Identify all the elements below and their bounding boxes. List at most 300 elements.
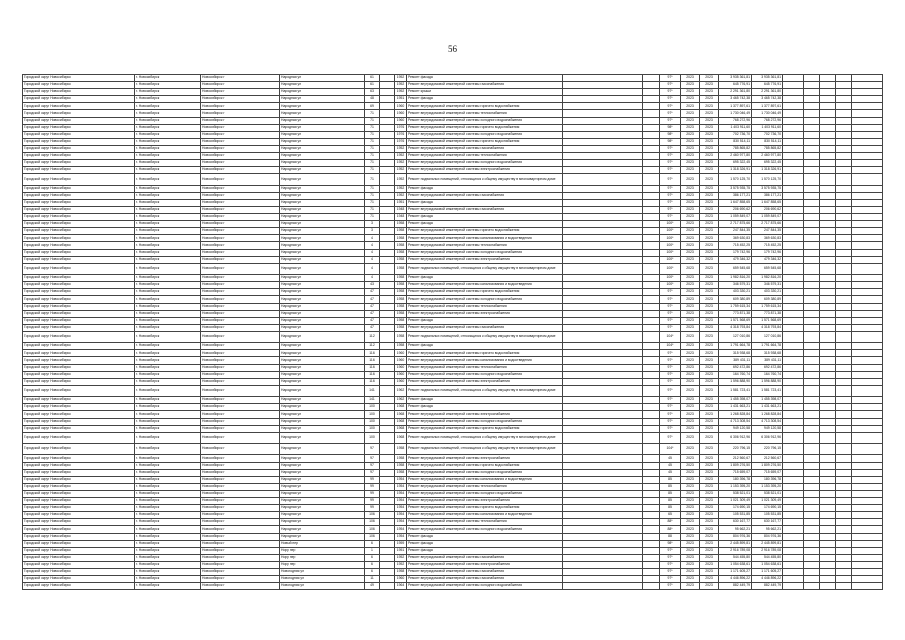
cell-house: 99 <box>365 476 380 483</box>
cell-cost-d <box>836 462 852 469</box>
cell-cost-c <box>820 263 836 274</box>
cell-cost-b <box>804 317 820 324</box>
cell-unit <box>643 153 660 160</box>
cell-cost-fund: 1 982 816,20 <box>752 275 783 282</box>
cell-locality: Новосибирск г <box>201 512 280 519</box>
cell-cost-a <box>783 96 804 103</box>
table-row <box>23 96 883 103</box>
cell-work-type: Ремонт подвальных помещений, относящихся к общему имуществу в многоквартирном доме <box>407 331 563 342</box>
cell-cost-b <box>804 214 820 221</box>
cell-municipality: Городской округ Новосибирск <box>23 153 135 160</box>
cell-cost-e <box>852 554 883 561</box>
cell-cost-total: 609 380,89 <box>719 296 752 303</box>
cell-note <box>563 96 643 103</box>
cell-locality: Новосибирск г <box>201 561 280 568</box>
cell-cost-total: 1 791 664,78 <box>719 343 752 350</box>
cell-work-type: Ремонт подвальных помещений, относящихся к общему имуществу в многоквартирном доме <box>407 263 563 274</box>
cell-cost-total: 1 571 568,69 <box>719 317 752 324</box>
cell-settlement: г. Новосибирск <box>135 131 201 138</box>
cell-cost-c <box>820 331 836 342</box>
cell-cost-c <box>820 282 836 289</box>
cell-plan-start: 2023 <box>681 89 700 96</box>
cell-plan-start: 2023 <box>681 476 700 483</box>
cell-cost-a <box>783 343 804 350</box>
cell-locality: Новосибирск г <box>201 476 280 483</box>
cell-year: 1958 <box>395 228 407 235</box>
cell-work-type: Ремонт внутридомовой инженерной системы горячего водоснабжения <box>407 505 563 512</box>
cell-year: 1952 <box>395 82 407 89</box>
cell-work-type: Ремонт внутридомовой инженерной системы теплоснабжения <box>407 153 563 160</box>
cell-cost-b <box>804 160 820 167</box>
table-row <box>23 378 883 385</box>
cell-plan-end: 2023 <box>700 153 719 160</box>
cell-cost-b <box>804 385 820 396</box>
cell-plan-end: 2023 <box>700 303 719 310</box>
cell-unit <box>643 364 660 371</box>
cell-note <box>563 547 643 554</box>
cell-building <box>380 455 395 462</box>
cell-cost-b <box>804 547 820 554</box>
cell-work-type: Ремонт внутридомовой инженерной системы горячего водоснабжения <box>407 350 563 357</box>
cell-street: Народная ул <box>280 221 365 228</box>
table-row <box>23 221 883 228</box>
cell-cost-c <box>820 206 836 213</box>
cell-settlement: г. Новосибирск <box>135 160 201 167</box>
cell-cost-b <box>804 561 820 568</box>
cell-plan-end: 2023 <box>700 505 719 512</box>
cell-cost-b <box>804 263 820 274</box>
cell-municipality: Городской округ Новосибирск <box>23 462 135 469</box>
cell-house: 71 <box>365 192 380 199</box>
cell-building <box>380 131 395 138</box>
cell-cost-c <box>820 303 836 310</box>
cell-locality: Новосибирск г <box>201 343 280 350</box>
cell-note <box>563 160 643 167</box>
cell-plan-end: 2023 <box>700 310 719 317</box>
cell-cost-c <box>820 75 836 82</box>
cell-note <box>563 89 643 96</box>
cell-building <box>380 75 395 82</box>
cell-wear: 97* <box>660 185 681 192</box>
cell-wear: 97* <box>660 96 681 103</box>
cell-plan-start: 2023 <box>681 275 700 282</box>
cell-house: 48 <box>365 96 380 103</box>
cell-plan-end: 2023 <box>700 110 719 117</box>
cell-plan-start: 2023 <box>681 404 700 411</box>
cell-street: Народная ул <box>280 185 365 192</box>
cell-house: 6 <box>365 568 380 575</box>
cell-cost-d <box>836 296 852 303</box>
cell-work-type: Ремонт внутридомовой инженерной системы теплоснабжения <box>407 242 563 249</box>
cell-municipality: Городской округ Новосибирск <box>23 425 135 432</box>
cell-work-type: Ремонт фасада <box>407 540 563 547</box>
cell-cost-c <box>820 96 836 103</box>
cell-settlement: г. Новосибирск <box>135 418 201 425</box>
cell-house: 47 <box>365 289 380 296</box>
cell-cost-total: 1 403 911,60 <box>719 124 752 131</box>
cell-street: Народная ул <box>280 364 365 371</box>
cell-wear: 85 <box>660 476 681 483</box>
cell-plan-start: 2023 <box>681 153 700 160</box>
cell-cost-e <box>852 533 883 540</box>
cell-work-type: Ремонт внутридомовой инженерной системы теплоснабжения <box>407 483 563 490</box>
table-row <box>23 228 883 235</box>
cell-cost-d <box>836 425 852 432</box>
cell-unit <box>643 324 660 331</box>
cell-year: 1954 <box>395 512 407 519</box>
cell-cost-total: 3 465 742,38 <box>719 96 752 103</box>
cell-cost-e <box>852 174 883 185</box>
cell-locality: Новосибирск г <box>201 103 280 110</box>
cell-cost-total: 1 268 828,84 <box>719 411 752 418</box>
cell-municipality: Городской округ Новосибирск <box>23 576 135 583</box>
cell-street: Народная ул <box>280 296 365 303</box>
cell-cost-d <box>836 131 852 138</box>
cell-street: Народная ул <box>280 249 365 256</box>
cell-plan-start: 2023 <box>681 561 700 568</box>
cell-cost-fund: 174 690,15 <box>752 505 783 512</box>
cell-unit <box>643 117 660 124</box>
cell-cost-total: 695 322,45 <box>719 160 752 167</box>
cell-locality: Новосибирск г <box>201 404 280 411</box>
cell-cost-a <box>783 206 804 213</box>
cell-municipality: Городской округ Новосибирск <box>23 512 135 519</box>
cell-locality: Новосибирск г <box>201 263 280 274</box>
cell-locality: Новосибирск г <box>201 228 280 235</box>
table-row <box>23 242 883 249</box>
cell-municipality: Городской округ Новосибирск <box>23 221 135 228</box>
cell-unit <box>643 568 660 575</box>
cell-building <box>380 263 395 274</box>
cell-cost-d <box>836 533 852 540</box>
cell-work-type: Ремонт фасада <box>407 275 563 282</box>
cell-street: Народная ул <box>280 455 365 462</box>
cell-cost-a <box>783 568 804 575</box>
table-row <box>23 476 883 483</box>
cell-cost-a <box>783 411 804 418</box>
cell-plan-end: 2023 <box>700 145 719 152</box>
table-row <box>23 131 883 138</box>
cell-municipality: Городской округ Новосибирск <box>23 185 135 192</box>
cell-cost-b <box>804 418 820 425</box>
cell-house: 71 <box>365 145 380 152</box>
cell-settlement: г. Новосибирск <box>135 444 201 455</box>
cell-plan-start: 2023 <box>681 444 700 455</box>
cell-year: 1976 <box>395 131 407 138</box>
cell-locality: Новосибирск г <box>201 138 280 145</box>
cell-house: 116 <box>365 357 380 364</box>
cell-cost-e <box>852 289 883 296</box>
cell-cost-d <box>836 378 852 385</box>
cell-house: 4 <box>365 256 380 263</box>
cell-cost-c <box>820 199 836 206</box>
cell-settlement: г. Новосибирск <box>135 289 201 296</box>
cell-cost-d <box>836 221 852 228</box>
cell-cost-a <box>783 153 804 160</box>
cell-plan-start: 2023 <box>681 512 700 519</box>
cell-cost-d <box>836 282 852 289</box>
cell-cost-c <box>820 357 836 364</box>
cell-settlement: г. Новосибирск <box>135 533 201 540</box>
cell-note <box>563 583 643 590</box>
cell-building <box>380 153 395 160</box>
cell-house: 11 <box>365 576 380 583</box>
cell-cost-a <box>783 282 804 289</box>
cell-cost-a <box>783 317 804 324</box>
cell-cost-a <box>783 174 804 185</box>
cell-building <box>380 561 395 568</box>
cell-unit <box>643 235 660 242</box>
cell-cost-d <box>836 385 852 396</box>
cell-cost-e <box>852 469 883 476</box>
cell-locality: Новосибирск г <box>201 75 280 82</box>
cell-locality: Новосибирск г <box>201 160 280 167</box>
cell-cost-total: 659 545,68 <box>719 263 752 274</box>
cell-wear: 100* <box>660 228 681 235</box>
cell-work-type: Ремонт фасада <box>407 547 563 554</box>
cell-year: 1958 <box>395 282 407 289</box>
cell-cost-fund: 1 730 046,49 <box>752 110 783 117</box>
cell-street: Народная ул <box>280 432 365 443</box>
cell-cost-d <box>836 89 852 96</box>
cell-unit <box>643 167 660 174</box>
cell-locality: Новосибирск г <box>201 469 280 476</box>
cell-cost-b <box>804 533 820 540</box>
cell-locality: Новосибирск г <box>201 385 280 396</box>
cell-wear: 85 <box>660 498 681 505</box>
cell-work-type: Ремонт внутридомовой инженерной системы холодного водоснабжения <box>407 418 563 425</box>
cell-cost-c <box>820 576 836 583</box>
cell-cost-c <box>820 583 836 590</box>
cell-building <box>380 519 395 526</box>
cell-wear: 97* <box>660 547 681 554</box>
cell-cost-e <box>852 455 883 462</box>
cell-street: Новогодняя ул <box>280 576 365 583</box>
table-row <box>23 561 883 568</box>
cell-year: 1952 <box>395 153 407 160</box>
cell-cost-fund: 206 690,62 <box>752 206 783 213</box>
cell-municipality: Городской округ Новосибирск <box>23 138 135 145</box>
cell-year: 1976 <box>395 138 407 145</box>
cell-locality: Новосибирск г <box>201 221 280 228</box>
cell-year: 1968 <box>395 432 407 443</box>
cell-settlement: г. Новосибирск <box>135 153 201 160</box>
cell-municipality: Городской округ Новосибирск <box>23 490 135 497</box>
cell-year: 1958 <box>395 249 407 256</box>
cell-municipality: Городской округ Новосибирск <box>23 331 135 342</box>
cell-cost-c <box>820 228 836 235</box>
cell-cost-e <box>852 185 883 192</box>
cell-settlement: г. Новосибирск <box>135 554 201 561</box>
cell-cost-a <box>783 533 804 540</box>
cell-cost-a <box>783 512 804 519</box>
cell-cost-total: 3 575 935,75 <box>719 185 752 192</box>
cell-plan-start: 2023 <box>681 117 700 124</box>
cell-wear: 100* <box>660 282 681 289</box>
cell-house: 106 <box>365 512 380 519</box>
cell-note <box>563 331 643 342</box>
cell-cost-c <box>820 490 836 497</box>
cell-cost-fund: 4 713 308,54 <box>752 418 783 425</box>
cell-work-type: Ремонт внутридомовой инженерной системы холодного водоснабжения <box>407 469 563 476</box>
cell-wear: 97* <box>660 214 681 221</box>
cell-street: Народная ул <box>280 490 365 497</box>
cell-cost-c <box>820 498 836 505</box>
cell-locality: Новосибирск г <box>201 153 280 160</box>
cell-locality: Новосибирск г <box>201 317 280 324</box>
cell-cost-b <box>804 583 820 590</box>
cell-cost-a <box>783 192 804 199</box>
cell-cost-d <box>836 583 852 590</box>
cell-plan-start: 2023 <box>681 167 700 174</box>
table-row <box>23 364 883 371</box>
cell-cost-d <box>836 235 852 242</box>
cell-year: 1958 <box>395 221 407 228</box>
cell-note <box>563 256 643 263</box>
cell-cost-c <box>820 317 836 324</box>
cell-settlement: г. Новосибирск <box>135 192 201 199</box>
cell-municipality: Городской округ Новосибирск <box>23 160 135 167</box>
cell-cost-total: 1 059 849,07 <box>719 214 752 221</box>
cell-work-type: Ремонт крыши <box>407 89 563 96</box>
cell-cost-a <box>783 235 804 242</box>
cell-work-type: Ремонт фасада <box>407 404 563 411</box>
cell-street: Народная ул <box>280 324 365 331</box>
cell-locality: Новосибирск г <box>201 82 280 89</box>
cell-street: Народная ул <box>280 444 365 455</box>
cell-cost-total: 105 531,85 <box>719 512 752 519</box>
cell-cost-d <box>836 75 852 82</box>
cell-cost-d <box>836 310 852 317</box>
cell-cost-fund: 1 318 326,91 <box>752 167 783 174</box>
cell-street: Народная ул <box>280 117 365 124</box>
cell-unit <box>643 289 660 296</box>
table-row <box>23 192 883 199</box>
cell-work-type: Ремонт внутридомовой инженерной системы холодного водоснабжения <box>407 131 563 138</box>
cell-note <box>563 462 643 469</box>
cell-plan-end: 2023 <box>700 357 719 364</box>
cell-cost-c <box>820 483 836 490</box>
cell-street: Народная ул <box>280 343 365 350</box>
cell-plan-end: 2023 <box>700 519 719 526</box>
cell-cost-total: 768 272,96 <box>719 117 752 124</box>
cell-street: Народная ул <box>280 397 365 404</box>
cell-cost-e <box>852 160 883 167</box>
cell-cost-total: 630 167,77 <box>719 519 752 526</box>
cell-cost-c <box>820 103 836 110</box>
cell-cost-fund: 768 272,96 <box>752 117 783 124</box>
cell-locality: Новосибирск г <box>201 242 280 249</box>
cell-cost-total: 2 460 977,80 <box>719 153 752 160</box>
cell-cost-a <box>783 432 804 443</box>
cell-note <box>563 490 643 497</box>
cell-street: Народная ул <box>280 96 365 103</box>
cell-wear: 97* <box>660 418 681 425</box>
cell-settlement: г. Новосибирск <box>135 357 201 364</box>
cell-street: Новогодняя ул <box>280 583 365 590</box>
cell-building <box>380 350 395 357</box>
cell-house: 43 <box>365 282 380 289</box>
cell-year: 1964 <box>395 583 407 590</box>
cell-house: 141 <box>365 385 380 396</box>
cell-plan-end: 2023 <box>700 568 719 575</box>
cell-cost-fund: 1 570 125,70 <box>752 174 783 185</box>
cell-cost-fund: 2 291 361,80 <box>752 89 783 96</box>
cell-cost-d <box>836 214 852 221</box>
page-number: 56 <box>448 44 457 54</box>
cell-cost-c <box>820 371 836 378</box>
cell-plan-start: 2023 <box>681 411 700 418</box>
table-row <box>23 425 883 432</box>
cell-locality: Новосибирск г <box>201 235 280 242</box>
cell-locality: Новосибирск г <box>201 583 280 590</box>
cell-cost-total: 3 935 361,81 <box>719 75 752 82</box>
cell-plan-start: 2023 <box>681 343 700 350</box>
cell-municipality: Городской округ Новосибирск <box>23 167 135 174</box>
cell-year: 1958 <box>395 324 407 331</box>
cell-cost-fund: 1 791 664,78 <box>752 343 783 350</box>
cell-cost-d <box>836 160 852 167</box>
cell-municipality: Городской округ Новосибирск <box>23 444 135 455</box>
cell-building <box>380 411 395 418</box>
cell-wear: 100* <box>660 242 681 249</box>
cell-settlement: г. Новосибирск <box>135 331 201 342</box>
cell-cost-a <box>783 167 804 174</box>
cell-wear: 98* <box>660 540 681 547</box>
cell-settlement: г. Новосибирск <box>135 455 201 462</box>
cell-settlement: г. Новосибирск <box>135 263 201 274</box>
cell-street: Народная ул <box>280 75 365 82</box>
table-row <box>23 296 883 303</box>
cell-cost-total: 403 330,21 <box>719 289 752 296</box>
cell-street: Народная ул <box>280 357 365 364</box>
table-row <box>23 343 883 350</box>
cell-cost-c <box>820 167 836 174</box>
table-row <box>23 455 883 462</box>
cell-building <box>380 462 395 469</box>
cell-unit <box>643 275 660 282</box>
cell-note <box>563 505 643 512</box>
table-row <box>23 331 883 342</box>
cell-settlement: г. Новосибирск <box>135 397 201 404</box>
cell-work-type: Ремонт внутридомовой инженерной системы холодного водоснабжения <box>407 296 563 303</box>
cell-year: 1968 <box>395 404 407 411</box>
cell-settlement: г. Новосибирск <box>135 476 201 483</box>
cell-unit <box>643 263 660 274</box>
cell-building <box>380 117 395 124</box>
cell-building <box>380 206 395 213</box>
cell-locality: Новосибирск г <box>201 357 280 364</box>
cell-work-type: Ремонт внутридомовой инженерной системы электроснабжения <box>407 167 563 174</box>
cell-building <box>380 192 395 199</box>
cell-cost-b <box>804 96 820 103</box>
cell-year: 1954 <box>395 483 407 490</box>
cell-house: 71 <box>365 131 380 138</box>
cell-cost-total: 692 472,86 <box>719 364 752 371</box>
cell-house: 116 <box>365 364 380 371</box>
cell-plan-start: 2023 <box>681 228 700 235</box>
cell-street: Народная ул <box>280 310 365 317</box>
cell-cost-b <box>804 324 820 331</box>
cell-cost-a <box>783 263 804 274</box>
cell-building <box>380 505 395 512</box>
cell-cost-total: 389 431,11 <box>719 357 752 364</box>
cell-cost-total: 315 938,68 <box>719 350 752 357</box>
cell-cost-e <box>852 331 883 342</box>
cell-house: 4 <box>365 275 380 282</box>
cell-locality: Новосибирск г <box>201 167 280 174</box>
cell-plan-end: 2023 <box>700 89 719 96</box>
